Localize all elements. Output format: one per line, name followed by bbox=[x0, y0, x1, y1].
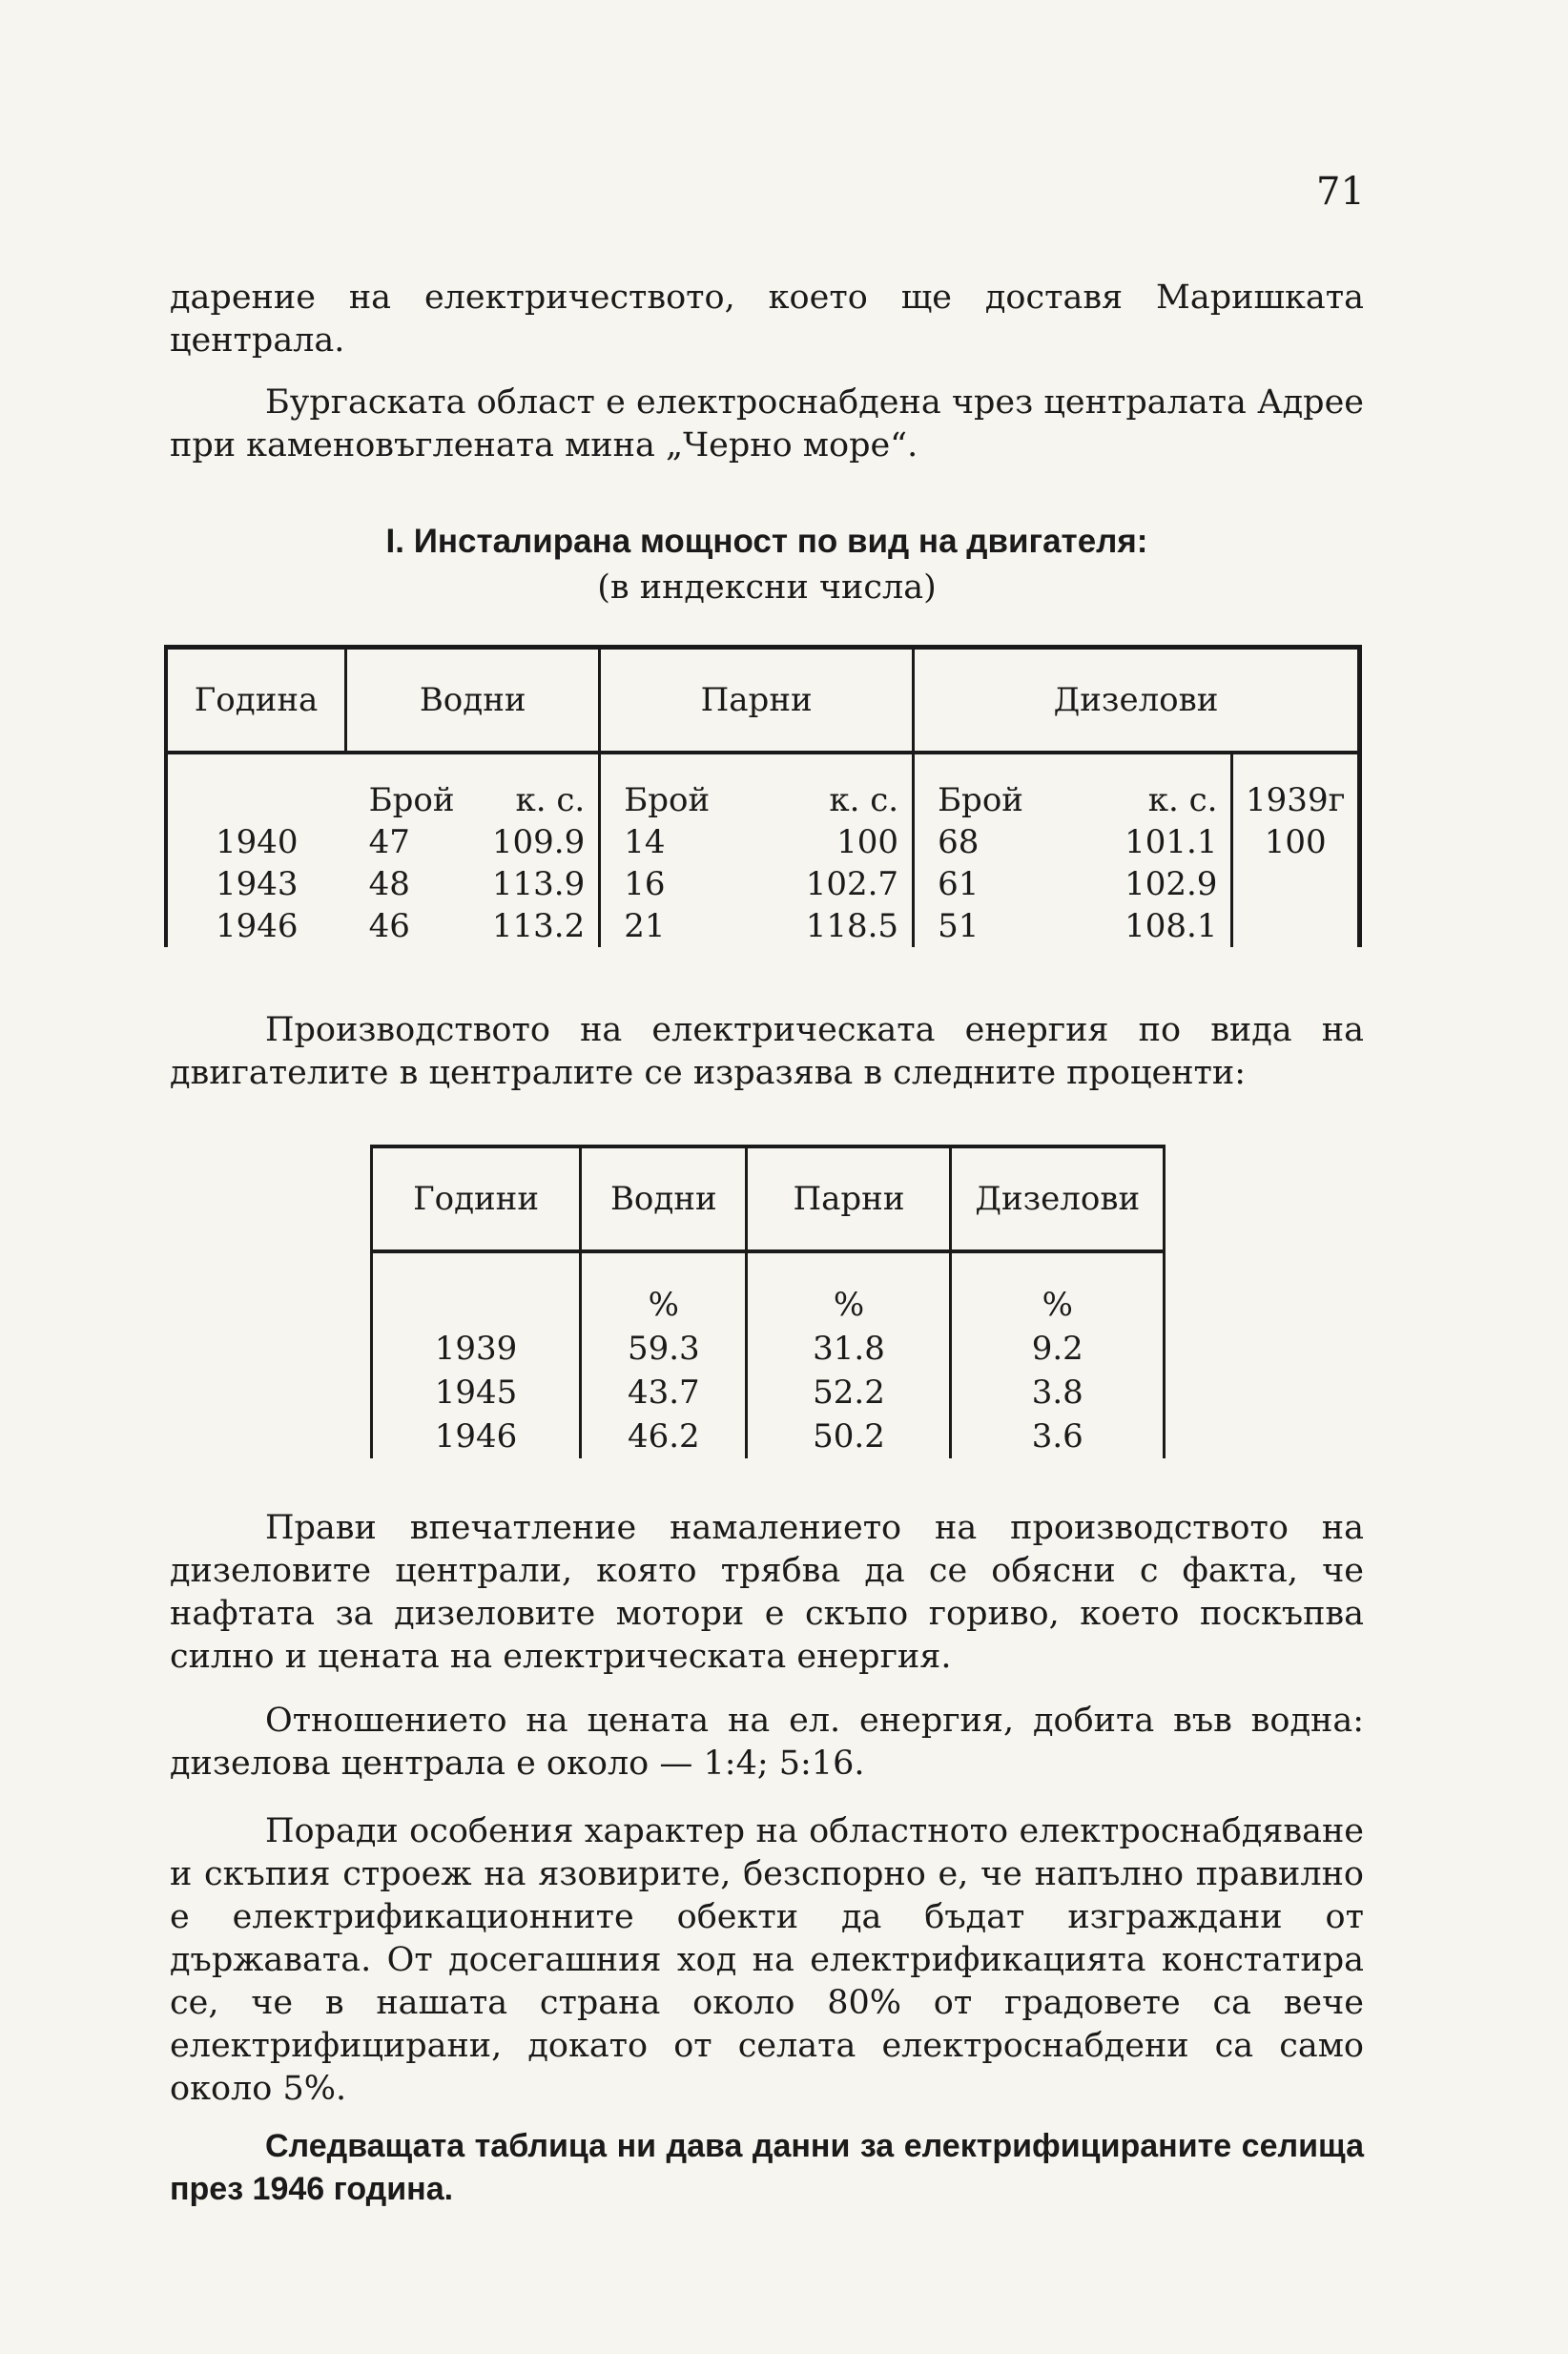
installed-power-table bbox=[164, 645, 1362, 947]
cell-steam-hp: 102.7 bbox=[728, 863, 913, 905]
paragraph-2: Бургаската област е електроснабдена чрез централата Адрее при каменовъглената мина „Черно море“. bbox=[170, 383, 1364, 465]
cell-water-count: 48 bbox=[368, 865, 410, 903]
paragraph-7: Следващата таблица ни дава данни за електрифицираните селища през 1946 година. bbox=[170, 2128, 1364, 2207]
cell-water: 43.7 bbox=[581, 1371, 747, 1414]
production-percent-table bbox=[370, 1145, 1166, 1458]
paragraph-4: Прави впечатление намалението на производството на дизеловите централи, която трябва да се обясни с факта, че нафтата за дизеловите мотори е скъпо гориво, което поскъпва силно и цената на електрическата енергия. bbox=[170, 1509, 1364, 1676]
cell-water-count: 47 bbox=[368, 823, 410, 861]
cell-steam: 31.8 bbox=[747, 1327, 951, 1371]
table1-title: I. Инсталирана мощност по вид на двигателя: bbox=[385, 523, 1148, 560]
header-water: Водни bbox=[581, 1146, 747, 1251]
row-year: 1943 bbox=[166, 863, 346, 905]
paragraph-6: Поради особения характер на областното електроснабдяване и скъпия строеж на язовирите, безспорно е, че напълно правилно е електрификационните обекти да бъдат изграждани от държавата. От досегашния ход на електрификацията констатира се, че в нашата страна около 80% от градовете са вече електрифицирани, докато от селата електроснабдени са само около 5%. bbox=[170, 1812, 1364, 2108]
paragraph-3: Производството на електрическата енергия по вида на двигателите в централите се изразява в следните проценти: bbox=[170, 1011, 1364, 1092]
cell-water-hp: 109.9 bbox=[473, 821, 600, 863]
row-year: 1946 bbox=[372, 1414, 581, 1458]
cell-diesel-count: 68 bbox=[938, 823, 980, 861]
cell-steam-hp: 100 bbox=[728, 821, 913, 863]
table-row bbox=[372, 1371, 1165, 1414]
table-row bbox=[372, 1414, 1165, 1458]
sub-diesel-count: Брой bbox=[938, 781, 1023, 819]
unit-water: % bbox=[581, 1251, 747, 1327]
row-year: 1946 bbox=[166, 905, 346, 947]
paragraph-1: дарение на електричеството, което ще доставя Маришката централа. bbox=[170, 279, 1364, 360]
sub-steam-hp: к. с. bbox=[728, 753, 913, 821]
sub-diesel-hp: к. с. bbox=[1042, 753, 1232, 821]
table-row bbox=[166, 905, 1360, 947]
header-steam: Парни bbox=[747, 1146, 951, 1251]
row-year: 1939 bbox=[372, 1327, 581, 1371]
cell-diesel: 3.8 bbox=[951, 1371, 1165, 1414]
sub-steam-count: Брой bbox=[624, 781, 711, 819]
cell-diesel: 3.6 bbox=[951, 1414, 1165, 1458]
cell-diesel: 9.2 bbox=[951, 1327, 1165, 1371]
cell-steam-hp: 118.5 bbox=[728, 905, 913, 947]
unit-diesel: % bbox=[951, 1251, 1165, 1327]
paragraph-5: Отношението на цената на ел. енергия, добита във водна: дизелова централа е около — 1:4; 5:16. bbox=[170, 1702, 1364, 1783]
sub-water-count: Брой bbox=[368, 781, 455, 819]
cell-water-count: 46 bbox=[368, 907, 410, 945]
table-row bbox=[166, 863, 1360, 905]
header-steam: Парни bbox=[600, 648, 914, 754]
row-year: 1940 bbox=[166, 821, 346, 863]
cell-diesel-hp: 108.1 bbox=[1042, 905, 1232, 947]
cell-index bbox=[1232, 863, 1360, 905]
cell-water: 46.2 bbox=[581, 1414, 747, 1458]
page-number: 71 bbox=[1316, 170, 1365, 214]
header-water: Водни bbox=[346, 648, 600, 754]
cell-diesel-hp: 102.9 bbox=[1042, 863, 1232, 905]
cell-steam: 50.2 bbox=[747, 1414, 951, 1458]
table-row bbox=[166, 821, 1360, 863]
cell-diesel-count: 51 bbox=[938, 907, 980, 945]
cell-diesel-count: 61 bbox=[938, 865, 980, 903]
table-row bbox=[372, 1327, 1165, 1371]
cell-water-hp: 113.9 bbox=[473, 863, 600, 905]
cell-steam-count: 21 bbox=[624, 907, 666, 945]
row-year: 1945 bbox=[372, 1371, 581, 1414]
sub-index-year: 1939г bbox=[1232, 753, 1360, 821]
table1-caption bbox=[170, 519, 1364, 610]
header-diesel: Дизелови bbox=[951, 1146, 1165, 1251]
header-diesel: Дизелови bbox=[914, 648, 1360, 754]
header-years: Години bbox=[372, 1146, 581, 1251]
cell-diesel-hp: 101.1 bbox=[1042, 821, 1232, 863]
cell-index bbox=[1232, 905, 1360, 947]
cell-water: 59.3 bbox=[581, 1327, 747, 1371]
cell-index: 100 bbox=[1232, 821, 1360, 863]
cell-steam-count: 16 bbox=[624, 865, 666, 903]
table1-subtitle: (в индексни числа) bbox=[597, 568, 937, 607]
sub-water-hp: к. с. bbox=[473, 753, 600, 821]
cell-steam-count: 14 bbox=[624, 823, 666, 861]
cell-steam: 52.2 bbox=[747, 1371, 951, 1414]
cell-water-hp: 113.2 bbox=[473, 905, 600, 947]
header-year: Година bbox=[166, 648, 346, 754]
unit-steam: % bbox=[747, 1251, 951, 1327]
